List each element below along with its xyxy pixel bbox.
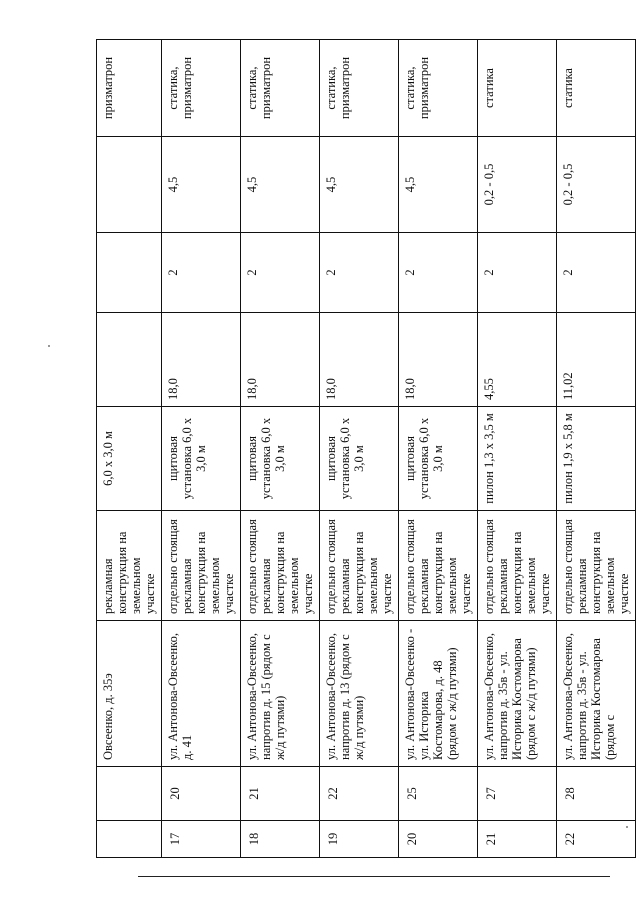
row-number-cell: 18 [241,821,320,858]
area-cell [97,313,162,407]
sides-cell: 2 [399,233,478,313]
sides-cell: 2 [162,233,241,313]
registry-number-cell: 21 [241,767,320,821]
registry-number-cell: 25 [399,767,478,821]
address-cell: ул. Антонова-Овсеенко, напротив д. 35в - ул. Историка Костомарова (рядом с ж/д путями) [478,621,557,767]
row-number-cell: 21 [478,821,557,858]
category-cell: статика, призматрон [241,40,320,137]
structure-type-cell: отдельно стоящая рекламная конструкция на земельном участке [241,511,320,621]
address-cell: ул. Антонова-Овсеенко, д. 41 [162,621,241,767]
table-row [97,40,162,858]
address-cell: ул. Антонова-Овсеенко, напротив д. 13 (рядом с ж/д путями) [320,621,399,767]
row-number-cell: 22 [557,821,636,858]
registry-number-cell [97,767,162,821]
format-cell: пилон 1,3 х 3,5 м [478,407,557,511]
rotated-table-container [96,40,631,858]
sides-cell: 2 [320,233,399,313]
row-number-cell: 20 [399,821,478,858]
height-cell: 4,5 [320,137,399,233]
table-row [241,40,320,858]
address-cell: Овсеенко, д. 35э [97,621,162,767]
category-cell: статика, призматрон [320,40,399,137]
row-number-cell [97,821,162,858]
table-row [162,40,241,858]
registry-number-cell: 27 [478,767,557,821]
height-cell: 4,5 [162,137,241,233]
sides-cell: 2 [241,233,320,313]
area-cell: 11,02 [557,313,636,407]
table-row [320,40,399,858]
structure-type-cell: отдельно стоящая рекламная конструкция на земельном участке [162,511,241,621]
format-cell: щитовая установка 6,0 х 3,0 м [399,407,478,511]
row-number-cell: 17 [162,821,241,858]
height-cell: 4,5 [399,137,478,233]
registry-number-cell: 22 [320,767,399,821]
advertising-structures-table [96,39,636,858]
category-cell: статика, призматрон [162,40,241,137]
structure-type-cell: отдельно стоящая рекламная конструкция на земельном участке [478,511,557,621]
format-cell: щитовая установка 6,0 х 3,0 м [162,407,241,511]
scan-speck [48,345,50,347]
sides-cell: 2 [557,233,636,313]
height-cell [97,137,162,233]
format-cell: пилон 1,9 х 5,8 м [557,407,636,511]
address-cell: ул. Антонова-Овсеенко, напротив д. 15 (рядом с ж/д путями) [241,621,320,767]
address-cell: ул. Антонова-Овсеенко, напротив д. 35в - ул. Историка Костомарова (рядом с [557,621,636,767]
format-cell: щитовая установка 6,0 х 3,0 м [241,407,320,511]
table-row [478,40,557,858]
height-cell: 0,2 - 0,5 [557,137,636,233]
table-row [557,40,636,858]
category-cell: призматрон [97,40,162,137]
row-number-cell: 19 [320,821,399,858]
category-cell: статика [557,40,636,137]
registry-number-cell: 20 [162,767,241,821]
structure-type-cell: отдельно стоящая рекламная конструкция на земельном участке [399,511,478,621]
category-cell: статика [478,40,557,137]
structure-type-cell: отдельно стоящая рекламная конструкция на земельном участке [557,511,636,621]
height-cell: 4,5 [241,137,320,233]
table-body [97,40,636,858]
structure-type-cell: отдельно стоящая рекламная конструкция на земельном участке [320,511,399,621]
table-row [399,40,478,858]
area-cell: 18,0 [320,313,399,407]
area-cell: 4,55 [478,313,557,407]
structure-type-cell: рекламная конструкция на земельном участке [97,511,162,621]
category-cell: статика, призматрон [399,40,478,137]
page-bottom-rule [138,876,610,877]
area-cell: 18,0 [162,313,241,407]
sides-cell [97,233,162,313]
sides-cell: 2 [478,233,557,313]
area-cell: 18,0 [399,313,478,407]
area-cell: 18,0 [241,313,320,407]
format-cell: 6,0 х 3,0 м [97,407,162,511]
format-cell: щитовая установка 6,0 х 3,0 м [320,407,399,511]
address-cell: ул. Антонова-Овсеенко - ул. Историка Костомарова, д. 48 (рядом с ж/д путями) [399,621,478,767]
registry-number-cell: 28 [557,767,636,821]
height-cell: 0,2 - 0,5 [478,137,557,233]
scan-speck [626,826,628,828]
